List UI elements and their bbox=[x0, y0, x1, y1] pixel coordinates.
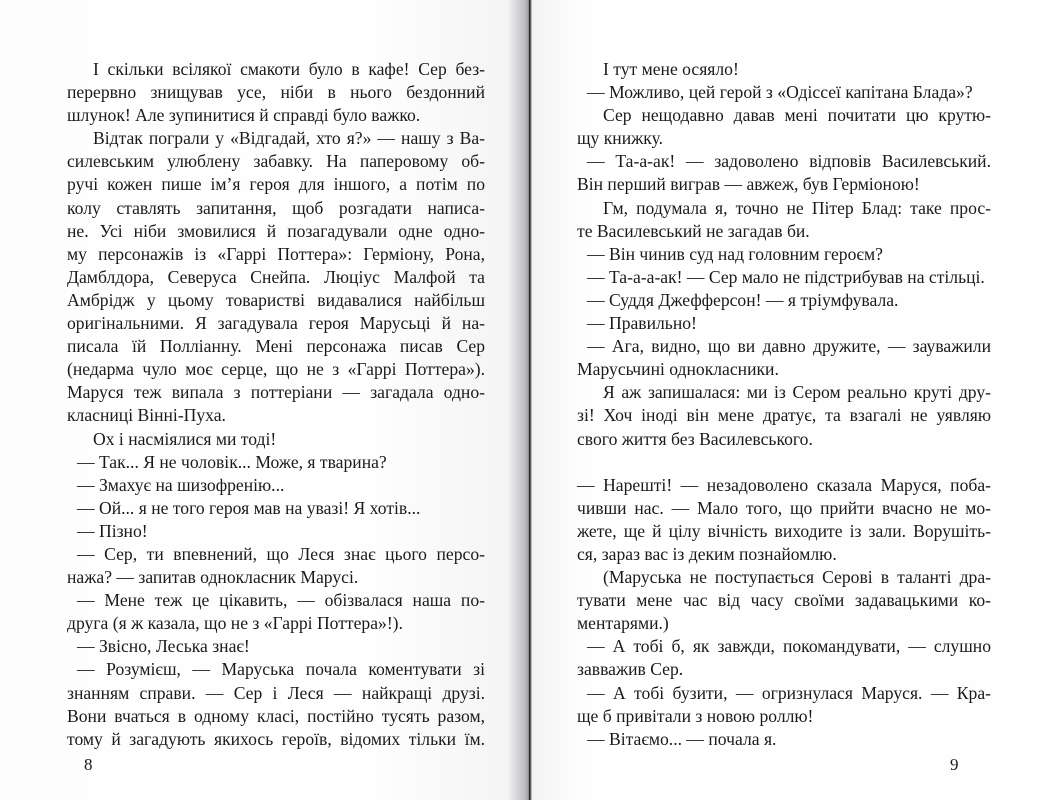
text-line-content: — Мене теж це цікавить, — обізвалася наша по- bbox=[77, 590, 485, 611]
text-line-content: ще б привітали з новою роллю! bbox=[577, 705, 814, 726]
left-page bbox=[0, 0, 508, 800]
text-line bbox=[67, 705, 485, 728]
text-line bbox=[577, 635, 991, 658]
right-page bbox=[532, 0, 1051, 800]
text-line bbox=[577, 335, 991, 358]
text-line bbox=[577, 497, 991, 520]
text-line bbox=[577, 682, 991, 705]
text-line-content: класниці Вінні-Пуха. bbox=[67, 405, 226, 426]
text-line bbox=[67, 173, 485, 196]
text-line-content: му персонажів із «Гаррі Поттера»: Герміону, Рона, bbox=[67, 243, 485, 264]
text-line bbox=[67, 497, 485, 520]
text-line bbox=[577, 612, 991, 635]
text-line-content: — Вітаємо... — почала я. bbox=[587, 728, 777, 749]
text-line-content: (Маруська не поступається Серові в таланті дра- bbox=[603, 567, 991, 588]
text-line-content: — Правильно! bbox=[587, 313, 697, 334]
text-line-content: Сер нещодавно давав мені почитати цю крутю- bbox=[603, 105, 991, 126]
text-line-content: писала їй Полліанну. Мені персонажа писав Сер bbox=[67, 336, 485, 357]
text-line bbox=[577, 520, 991, 543]
text-line bbox=[67, 566, 485, 589]
text-line-content: — А тобі б, як завжди, покомандувати, — слушно bbox=[587, 636, 991, 657]
text-line-content: Він перший виграв — авжеж, був Герміоною! bbox=[577, 174, 920, 195]
text-line bbox=[67, 289, 485, 312]
text-line-content: друга (я ж казала, що не з «Гаррі Поттера»!). bbox=[67, 613, 403, 634]
text-line-content: тому й загадують якихось героїв, відомих тільки їм. bbox=[67, 728, 485, 749]
text-line-content: зі! Хоч іноді він мене дратує, та взагалі не уявляю bbox=[577, 405, 991, 426]
text-line-content: І тут мене осяяло! bbox=[603, 59, 739, 79]
text-line-content: Ох і насміялися ми тоді! bbox=[93, 428, 277, 449]
text-line bbox=[67, 635, 485, 658]
text-line-content: чивши нас. — Мало того, що прийти вчасно не мо- bbox=[577, 497, 991, 518]
text-line bbox=[67, 81, 485, 104]
text-line-content: — А тобі бузити, — огризнулася Маруся. — Кра- bbox=[587, 682, 991, 703]
text-line bbox=[577, 566, 991, 589]
text-line-content: колу ставлять запитання, щоб розгадати написа- bbox=[67, 197, 485, 218]
text-line-content: Відтак пограли у «Відгадай, хто я?» — нашу з Ва- bbox=[93, 128, 485, 149]
text-line bbox=[67, 404, 485, 427]
text-line-content: завважив Сер. bbox=[577, 659, 684, 680]
text-line bbox=[577, 381, 991, 404]
text-line bbox=[67, 728, 485, 751]
text-line-content: — Та-а-ак! — задоволено відповів Василевський. bbox=[587, 151, 991, 172]
text-line bbox=[67, 197, 485, 220]
text-line bbox=[67, 381, 485, 404]
text-line-content: нажа? — запитав однокласник Марусі. bbox=[67, 567, 359, 588]
text-line bbox=[577, 474, 991, 497]
text-line-content: щу книжку. bbox=[577, 128, 664, 149]
text-line bbox=[577, 81, 991, 104]
text-line bbox=[577, 705, 991, 728]
text-line bbox=[577, 243, 991, 266]
text-line bbox=[577, 289, 991, 312]
text-line-content: Я аж запишалася: ми із Сером реально круті дру- bbox=[603, 382, 991, 403]
text-line-content: перервно знищував усе, ніби в нього бездонний bbox=[67, 82, 485, 103]
text-line bbox=[577, 658, 991, 681]
page-number-left: 8 bbox=[84, 755, 93, 774]
text-line bbox=[67, 682, 485, 705]
text-line bbox=[67, 520, 485, 543]
text-line-content: ся, зараз вас із деким познайомлю. bbox=[577, 543, 837, 564]
text-line bbox=[67, 220, 485, 243]
text-line-content: І скільки всілякої смакоти було в кафе! Сер без- bbox=[93, 59, 485, 79]
text-line bbox=[67, 543, 485, 566]
text-line bbox=[577, 728, 991, 751]
text-line-content: — Та-а-а-ак! — Сер мало не підстрибував на стільці. bbox=[587, 266, 985, 287]
text-line bbox=[577, 220, 991, 243]
text-line-content: — Він чинив суд над головним героєм? bbox=[587, 243, 883, 264]
text-line-content: — Ой... я не того героя мав на увазі! Я хотів... bbox=[77, 497, 421, 518]
text-line-content: Гм, подумала я, точно не Пітер Блад: таке прос- bbox=[603, 197, 991, 218]
text-line-content: Марусьчині однокласники. bbox=[577, 359, 779, 380]
text-line-content: те Василевський не загадав би. bbox=[577, 220, 810, 241]
page-number-right: 9 bbox=[950, 755, 959, 774]
text-line-content: Амбрідж у цьому товаристві видавалися найбільш bbox=[67, 289, 485, 310]
text-line bbox=[577, 404, 991, 427]
text-line bbox=[577, 543, 991, 566]
left-page-text bbox=[67, 58, 485, 751]
text-line bbox=[577, 266, 991, 289]
text-line-content: ручі кожен пише ім’я героя для іншого, а потім по bbox=[67, 174, 485, 195]
text-line-content: тувати мене час від часу своїми задавацькими ко- bbox=[577, 590, 991, 611]
text-line bbox=[577, 197, 991, 220]
text-line-content: не. Усі ніби змовилися й позагадували одне одно- bbox=[67, 220, 485, 241]
text-line-content: (недарма чуло моє серце, що не з «Гаррі Поттера»). bbox=[67, 359, 485, 380]
text-line bbox=[577, 312, 991, 335]
paragraph-gap bbox=[577, 451, 991, 474]
text-line bbox=[577, 173, 991, 196]
text-line-content: силевським улюблену забавку. На паперовому об- bbox=[67, 151, 485, 172]
text-line-content: — Так... Я не чоловік... Може, я тварина? bbox=[77, 451, 387, 472]
text-line-content: жете, ще й цілу вічність виходите із зали. Ворушіть- bbox=[577, 520, 991, 541]
text-line bbox=[67, 428, 485, 451]
text-line bbox=[577, 589, 991, 612]
text-line bbox=[577, 104, 991, 127]
text-line bbox=[67, 243, 485, 266]
text-line bbox=[67, 474, 485, 497]
text-line bbox=[67, 58, 485, 81]
text-line-content: знанням справи. — Сер і Леся — найкращі друзі. bbox=[67, 682, 485, 703]
text-line bbox=[67, 589, 485, 612]
text-line-content: — Нарешті! — незадоволено сказала Маруся, поба- bbox=[577, 474, 991, 495]
text-line-content: Дамблдора, Северуса Снейпа. Люціус Малфой та bbox=[67, 266, 485, 287]
text-line bbox=[577, 150, 991, 173]
text-line-content: шлунок! Але зупинитися й справді було важко. bbox=[67, 105, 421, 126]
text-line-content: — Змахує на шизофренію... bbox=[77, 474, 285, 495]
text-line-content: Вони вчаться в одному класі, постійно тусять разом, bbox=[67, 705, 485, 726]
text-line bbox=[67, 312, 485, 335]
text-line-content: — Розумієш, — Маруська почала коментувати зі bbox=[77, 659, 485, 680]
text-line-content: Маруся теж випала з поттеріани — загадала одно- bbox=[67, 382, 485, 403]
text-line bbox=[67, 150, 485, 173]
text-line-content: — Звісно, Леська знає! bbox=[77, 636, 250, 657]
text-line-content: оригінальними. Я загадувала героя Марусьці й на- bbox=[67, 313, 485, 334]
text-line-content: свого життя без Василевського. bbox=[577, 428, 813, 449]
text-line-content: — Суддя Джефферсон! — я тріумфувала. bbox=[587, 289, 899, 310]
text-line bbox=[577, 58, 991, 81]
text-line bbox=[67, 358, 485, 381]
text-line bbox=[67, 104, 485, 127]
text-line-content: — Ага, видно, що ви давно дружите, — зауважили bbox=[587, 336, 991, 357]
text-line bbox=[67, 612, 485, 635]
book-gutter bbox=[508, 0, 532, 800]
right-page-text bbox=[577, 58, 991, 751]
text-line bbox=[67, 266, 485, 289]
text-line-content: — Можливо, цей герой з «Одіссеї капітана Блада»? bbox=[587, 82, 973, 103]
text-line bbox=[67, 335, 485, 358]
text-line bbox=[67, 127, 485, 150]
text-line-content: ментарями.) bbox=[577, 613, 669, 634]
text-line bbox=[577, 127, 991, 150]
text-line bbox=[67, 658, 485, 681]
text-line-content: — Сер, ти впевнений, що Леся знає цього персо- bbox=[77, 543, 485, 564]
text-line bbox=[67, 451, 485, 474]
text-line-content: — Пізно! bbox=[77, 520, 148, 541]
text-line bbox=[577, 358, 991, 381]
text-line bbox=[577, 428, 991, 451]
